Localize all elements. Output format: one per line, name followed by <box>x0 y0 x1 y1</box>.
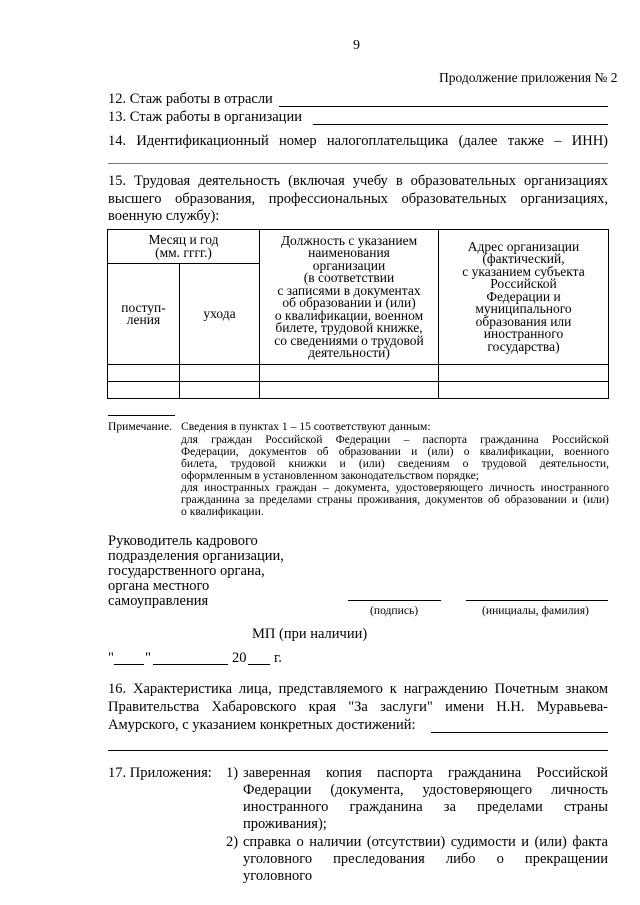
date-year-line[interactable] <box>248 664 270 665</box>
table-cell[interactable] <box>439 382 609 399</box>
header-address-line: с указанием субъекта <box>462 263 585 279</box>
table-cell[interactable] <box>260 382 439 399</box>
section-17-label: 17. Приложения: <box>108 765 212 781</box>
achievements-line-1[interactable] <box>431 732 608 733</box>
attachment-1-number: 1) <box>226 765 239 781</box>
field-13-label: 13. Стаж работы в организации <box>108 109 302 125</box>
header-address-line: (фактический, <box>482 251 565 267</box>
page-number: 9 <box>353 38 360 53</box>
date-month-line[interactable] <box>153 664 228 665</box>
note-foreign-line: о квалификации. <box>181 505 264 518</box>
signature-caption: (подпись) <box>370 604 419 617</box>
note-rf-line: для граждан Российской Федерации – паспорта гражданина Российской <box>181 433 609 446</box>
header-address-line: Российской <box>490 276 557 292</box>
field-12-line[interactable] <box>279 106 608 107</box>
table-cell[interactable] <box>439 365 609 382</box>
note-rf-line: билета, трудовой книжки и (или) сведениям о трудовой деятельности, <box>181 457 609 470</box>
field-12-label: 12. Стаж работы в отрасли <box>108 91 273 107</box>
table-cell[interactable] <box>180 382 260 399</box>
header-entry-line-2: ления <box>126 312 161 327</box>
header-position-line: о квалификации, военном <box>274 307 424 323</box>
table-cell[interactable] <box>108 382 180 399</box>
section-16-line-2: Правительства Хабаровского края "За заслуги" имени Н.Н. Муравьева- <box>108 699 608 715</box>
section-16-line-3: Амурского, с указанием конкретных достижений: <box>108 717 416 733</box>
header-month-year <box>108 230 260 264</box>
section-15-line-1: 15. Трудовая деятельность (включая учебу в образовательных организациях <box>108 173 608 189</box>
header-position-line: деятельности) <box>308 345 390 360</box>
header-position-line: билете, трудовой книжке, <box>275 320 423 335</box>
attachment-2-line: уголовного преследования либо о прекращении уголовного <box>243 851 608 884</box>
date-year-prefix: 20 <box>232 650 247 666</box>
date-quote-close: " <box>145 650 151 666</box>
header-address-line: муниципального <box>475 301 572 317</box>
signatory-title <box>108 534 284 609</box>
header-address <box>439 230 609 365</box>
attachment-1-line: иностранного гражданина за пределами страны <box>243 799 608 815</box>
note-foreign-line: для иностранных граждан – документа, удостоверяющего личность иностранного <box>181 481 609 494</box>
attachment-1-line: Федерации (документа, удостоверяющего личность <box>243 782 608 798</box>
section-15-line-2: высшего образования, профессиональных образовательных организациях, <box>108 191 608 207</box>
signatory-title-line: органа местного <box>108 578 210 594</box>
name-line[interactable] <box>466 600 608 601</box>
note-rf-line: оформленным в установленном законодательством порядке; <box>181 469 479 482</box>
date-quote-open: " <box>108 650 114 666</box>
header-position-line: организации <box>312 257 386 273</box>
signatory-title-line: самоуправления <box>108 593 209 609</box>
section-16-line-1: 16. Характеристика лица, представляемого к награждению Почетным знаком <box>108 681 608 697</box>
note-first-line: Сведения в пунктах 1 – 15 соответствуют данным: <box>181 420 431 433</box>
date-year-suffix: г. <box>274 650 282 666</box>
attachment-1-line: заверенная копия паспорта гражданина Российской <box>243 765 608 781</box>
field-13-line[interactable] <box>313 124 608 125</box>
header-position-line: со сведениями о трудовой <box>274 332 424 348</box>
header-entry <box>108 264 180 365</box>
attachment-1-line: проживания); <box>243 816 327 832</box>
header-month-year-line-1: Месяц и год <box>148 232 219 247</box>
section-15-line-3: военную службу): <box>108 208 220 224</box>
header-address-line: Федерации и <box>486 288 561 304</box>
name-caption: (инициалы, фамилия) <box>482 604 589 617</box>
header-position-line: об образовании и (или) <box>282 295 416 310</box>
header-position-line: (в соответствии <box>303 270 395 285</box>
header-position-line: Должность с указанием <box>280 232 418 248</box>
header-exit: ухода <box>180 264 260 365</box>
header-position-line: наименования <box>308 245 390 260</box>
table-cell[interactable] <box>260 365 439 382</box>
employment-table <box>107 229 609 399</box>
note-rf-line: Федерации, документов об образовании и (или) о квалификации, военного <box>181 445 609 458</box>
attachment-2-number: 2) <box>226 834 239 850</box>
header-address-line: Адрес организации <box>467 238 580 254</box>
note-separator <box>108 415 175 416</box>
table-cell[interactable] <box>108 365 180 382</box>
header-position-line: с записями в документах <box>277 282 421 298</box>
header-month-year-line-2: (мм. гггг.) <box>155 244 212 260</box>
appendix-continuation: Продолжение приложения № 2 <box>439 70 618 85</box>
header-entry-line-1: поступ- <box>121 299 166 315</box>
date-day-line[interactable] <box>114 664 144 665</box>
stamp-label: МП (при наличии) <box>252 626 368 642</box>
signatory-title-line: государственного органа, <box>108 563 265 579</box>
header-address-line: образования или <box>475 313 572 329</box>
note-label: Примечание. <box>108 420 172 433</box>
inn-line[interactable] <box>108 163 608 164</box>
field-14-label: 14. Идентификационный номер налогоплательщика (далее также – ИНН) <box>108 133 608 149</box>
header-position <box>260 230 439 365</box>
note-foreign-line: гражданина за пределами страны проживания, документов об образовании и (или) <box>181 493 609 506</box>
header-address-line: государства) <box>487 338 560 354</box>
achievements-line-2[interactable] <box>108 750 608 751</box>
signature-line[interactable] <box>348 600 441 601</box>
table-cell[interactable] <box>180 365 260 382</box>
signatory-title-line: подразделения организации, <box>108 548 284 564</box>
attachment-2-line: справка о наличии (отсутствии) судимости и (или) факта <box>243 834 608 850</box>
signatory-title-line: Руководитель кадрового <box>108 533 258 549</box>
header-address-line: иностранного <box>483 326 564 342</box>
